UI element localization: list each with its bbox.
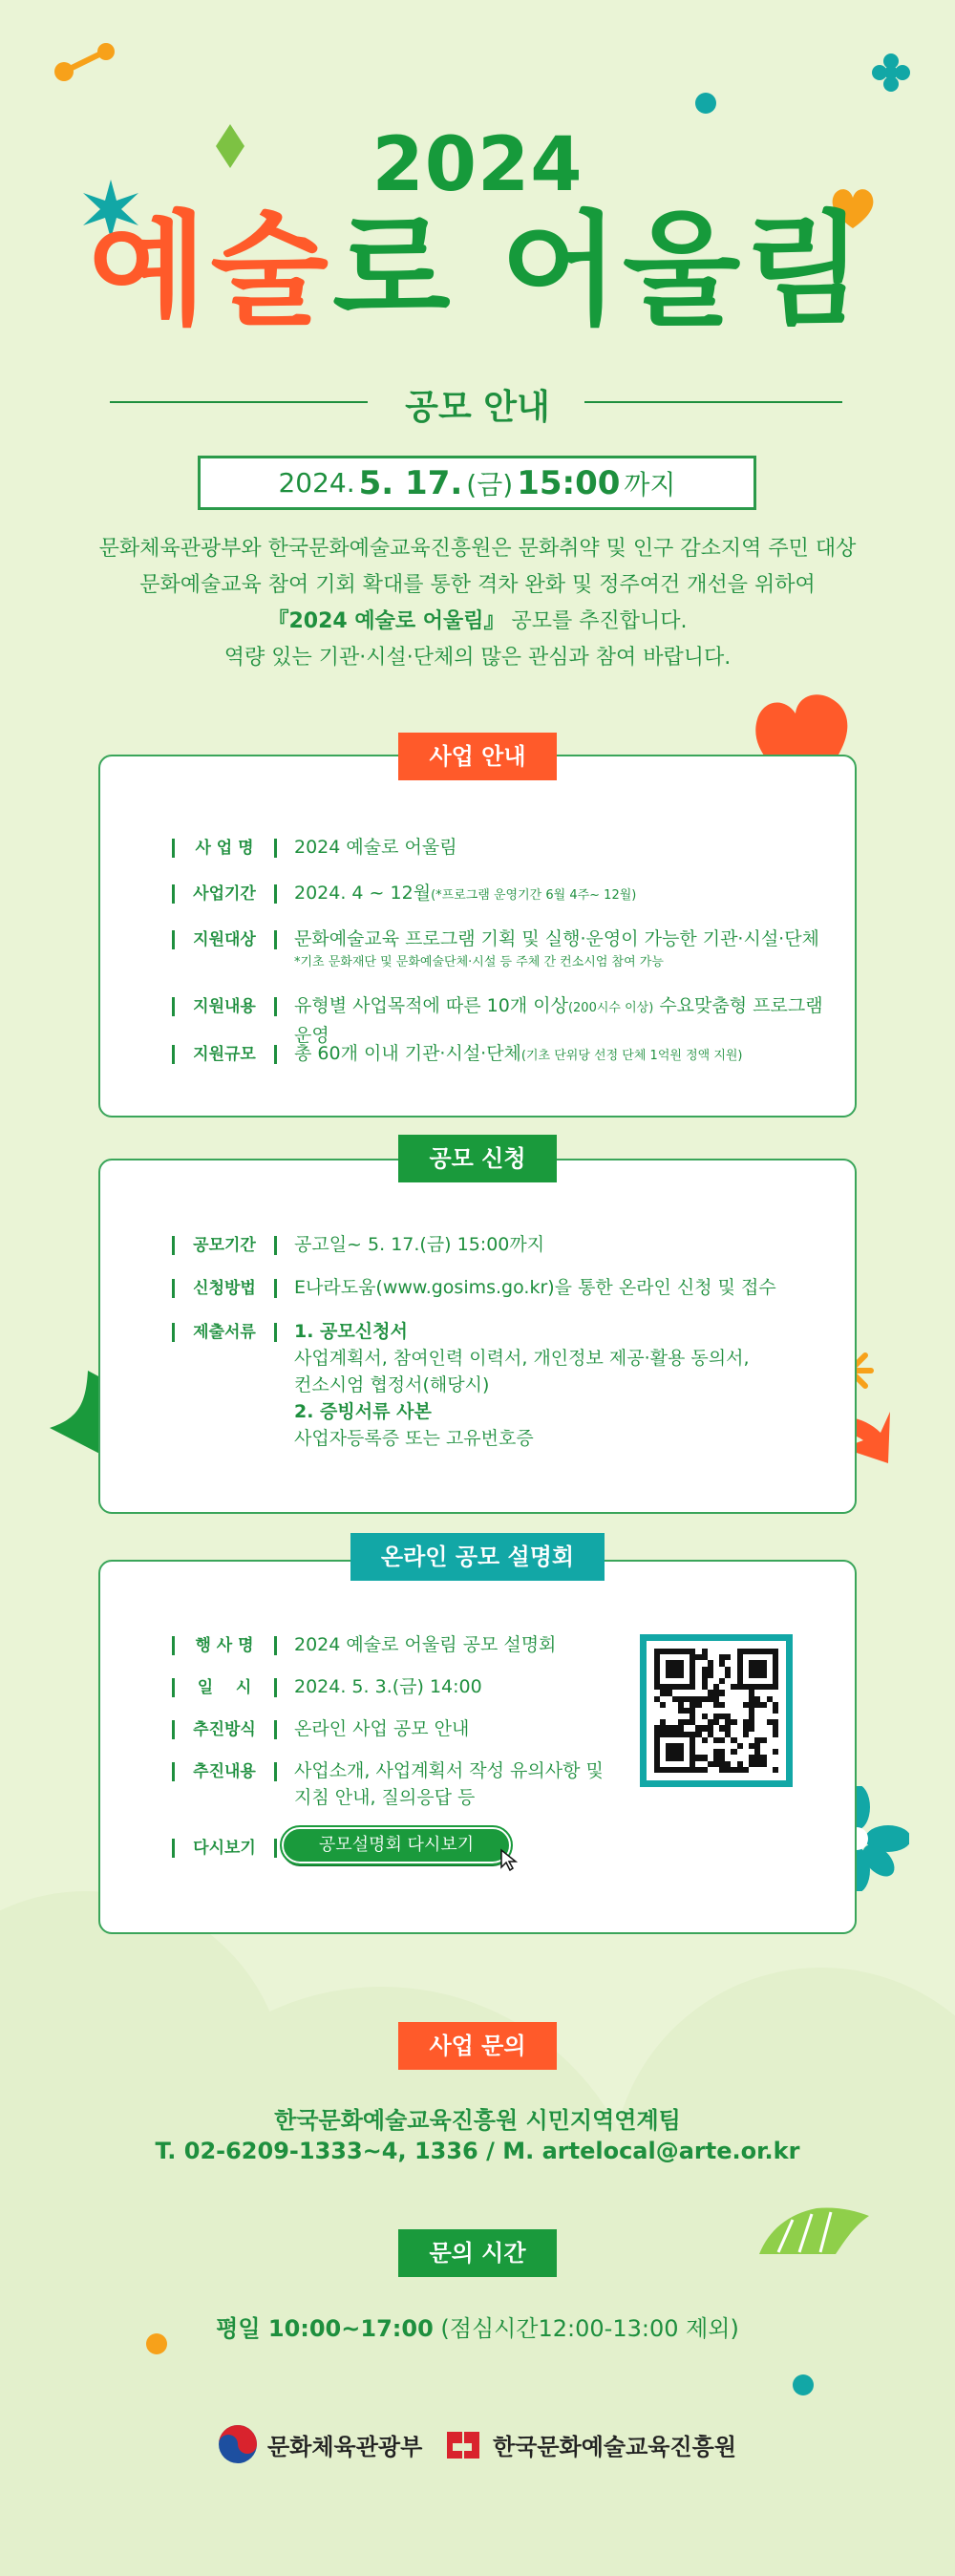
deadline-box — [198, 456, 756, 510]
inquiry-contact[interactable]: T. 02-6209-1333~4, 1336 / M. artelocal@arte.or.kr — [155, 2138, 800, 2164]
row-value: 공고일~ 5. 17.(금) 15:00까지 — [294, 1234, 545, 1255]
row-label: 다시보기 — [172, 1839, 277, 1858]
mcst-logo — [218, 2424, 422, 2464]
row-label: 행 사 명 — [172, 1636, 277, 1655]
main-title — [0, 200, 955, 342]
row-value — [294, 880, 636, 909]
document-item-1-detail: 컨소시엄 협정서(해당시) — [294, 1374, 490, 1395]
application-section-tag: 공모 신청 — [398, 1135, 556, 1182]
deadline-day: (금) — [466, 468, 514, 500]
row-label: 신청방법 — [172, 1279, 277, 1298]
row-value: 2024. 5. 3.(금) 14:00 — [294, 1676, 482, 1697]
teal-dot-icon — [793, 2374, 814, 2395]
content-value: 유형별 사업목적에 따른 10개 이상 — [294, 995, 568, 1016]
subtitle: 공모 안내 — [405, 388, 550, 427]
briefing-tag-wrap — [0, 1533, 955, 1581]
period-value: 2024. 4 ~ 12월 — [294, 883, 432, 904]
row-value: E나라도움(www.gosims.go.kr)을 통한 온라인 신청 및 접수 — [294, 1277, 776, 1298]
row-value: 2024 예술로 어울림 공모 설명회 — [294, 1634, 557, 1655]
document-item-1-detail: 사업계획서, 참여인력 이력서, 개인정보 제공·활용 동의서, — [294, 1348, 750, 1369]
document-item-1: 1. 공모신청서 — [294, 1321, 408, 1342]
row-value — [294, 1040, 743, 1070]
inquiry-hours — [0, 2310, 955, 2343]
target-note: *기초 문화재단 및 문화예술단체·시설 등 주체 간 컨소시엄 참여 가능 — [294, 955, 664, 969]
arte-symbol-icon — [443, 2424, 483, 2464]
period-note: (*프로그램 운영기간 6월 4주~ 12월) — [431, 888, 637, 903]
inquiry-section-tag: 사업 문의 — [398, 2022, 556, 2070]
year-heading: 2024 — [371, 122, 584, 208]
target-value: 문화예술교육 프로그램 기획 및 실행·운영이 가능한 기관·시설·단체 — [294, 928, 819, 949]
teal-dot-icon — [695, 93, 716, 114]
deadline-suffix: 까지 — [624, 468, 676, 500]
row-value: 2024 예술로 어울림 — [294, 837, 457, 858]
replay-briefing-button[interactable]: 공모설명회 다시보기 — [282, 1827, 511, 1863]
info-row — [172, 1321, 826, 1452]
deadline-time: 15:00 — [517, 463, 621, 502]
inquiry-organization: 한국문화예술교육진흥원 시민지역연계팀 — [274, 2107, 681, 2134]
qr-code-pattern — [654, 1649, 778, 1773]
row-label: 추진내용 — [172, 1762, 277, 1781]
deadline-date: 5. 17. — [358, 463, 463, 502]
row-label: 지원규모 — [172, 1045, 277, 1064]
intro-line-rest: 공모를 추진합니다. — [504, 609, 688, 633]
taegeuk-icon — [218, 2424, 258, 2464]
row-value — [294, 1318, 750, 1452]
row-label: 추진방식 — [172, 1720, 277, 1739]
hours-section-tag: 문의 시간 — [398, 2229, 556, 2277]
qr-module — [773, 1767, 778, 1773]
scale-note: (기초 단위당 선정 단체 1억원 정액 지원) — [520, 1049, 743, 1063]
intro-line: 역량 있는 기관·시설·단체의 많은 관심과 참여 바랍니다. — [223, 646, 732, 670]
application-card — [98, 1159, 857, 1514]
briefing-section-tag: 온라인 공모 설명회 — [350, 1533, 605, 1581]
deadline-prefix: 2024. — [278, 467, 355, 499]
row-label: 사업기간 — [172, 884, 277, 904]
intro-project-name: 『2024 예술로 어울림』 — [267, 609, 505, 633]
qr-code[interactable] — [640, 1634, 793, 1787]
hours-lunch-note: (점심시간12:00-13:00 제외) — [433, 2315, 739, 2342]
row-label: 사 업 명 — [172, 839, 277, 858]
intro-line — [0, 604, 955, 640]
arte-logo — [443, 2424, 736, 2464]
info-row — [172, 1043, 826, 1070]
title-part-orange: 예술 — [88, 200, 333, 342]
briefing-card — [98, 1560, 857, 1934]
briefing-content-line: 사업소개, 사업계획서 작성 유의사항 및 — [294, 1760, 604, 1781]
info-row — [172, 1277, 826, 1301]
inquiry-tag-wrap — [0, 2022, 955, 2070]
project-tag-wrap — [0, 733, 955, 780]
intro-text — [0, 531, 955, 676]
hours-weekday: 평일 10:00~17:00 — [216, 2315, 434, 2342]
teal-flower-icon — [871, 53, 911, 93]
row-value — [294, 926, 819, 973]
row-value — [294, 1757, 604, 1811]
info-row — [172, 928, 826, 973]
info-row — [172, 837, 826, 861]
title-part-green: 로 어울림 — [332, 200, 867, 342]
briefing-content-line: 지침 안내, 질의응답 등 — [294, 1787, 476, 1808]
row-label: 지원내용 — [172, 997, 277, 1016]
cursor-icon — [499, 1848, 519, 1871]
row-label: 공모기간 — [172, 1236, 277, 1255]
project-section-tag: 사업 안내 — [398, 733, 556, 780]
intro-line: 문화체육관광부와 한국문화예술교육진흥원은 문화취약 및 인구 감소지역 주민 대상 — [98, 537, 857, 561]
application-tag-wrap — [0, 1135, 955, 1182]
hours-tag-wrap — [0, 2229, 955, 2277]
background-ground — [0, 2254, 955, 2576]
info-row — [172, 1234, 826, 1258]
document-item-2-detail: 사업자등록증 또는 고유번호증 — [294, 1428, 534, 1449]
content-note: (200시수 이상) — [567, 1001, 654, 1015]
row-label: 제출서류 — [172, 1323, 277, 1342]
content-value-rest: 수요맞춤형 프로그램 운영 — [294, 995, 823, 1046]
orange-dumbbell-icon — [53, 40, 119, 83]
row-label: 일 시 — [172, 1678, 277, 1697]
arte-logo-text: 한국문화예술교육진흥원 — [493, 2432, 737, 2460]
row-value: 온라인 사업 공모 안내 — [294, 1718, 470, 1739]
info-row — [172, 883, 826, 909]
project-info-card — [98, 755, 857, 1118]
intro-line: 문화예술교육 참여 기회 확대를 통한 격차 완화 및 정주여건 개선을 위하여 — [139, 573, 816, 597]
row-label: 지원대상 — [172, 930, 277, 949]
scale-value: 총 60개 이내 기관·시설·단체 — [294, 1043, 521, 1064]
document-item-2: 2. 증빙서류 사본 — [294, 1401, 432, 1422]
mcst-logo-text: 문화체육관광부 — [267, 2433, 423, 2460]
